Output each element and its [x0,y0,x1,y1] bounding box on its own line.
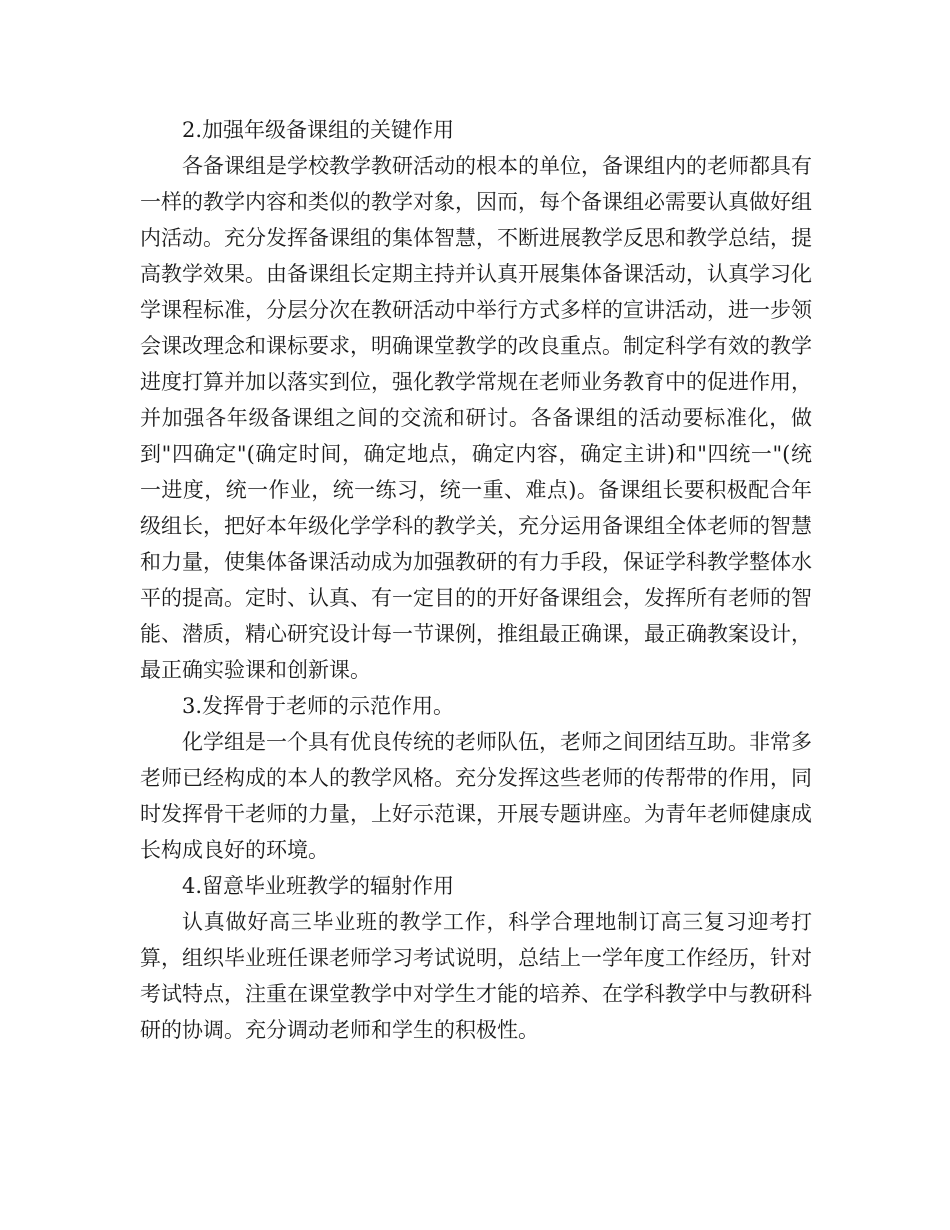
section-paragraph: 化学组是一个具有优良传统的老师队伍，老师之间团结互助。非常多老师已经构成的本人的教学风格。充分发挥这些老师的传帮带的作用，同时发挥骨干老师的力量，上好示范课，开展专题讲座。为青年老师健康成长构成良好的环境。 [140,730,812,862]
section-paragraph: 认真做好高三毕业班的教学工作，科学合理地制订高三复习迎考打算，组织毕业班任课老师学习考试说明，总结上一学年度工作经历，针对考试特点，注重在课堂教学中对学生才能的培养、在学科教学中与教研科研的协调。充分调动老师和学生的积极性。 [140,910,812,1042]
document-body [140,112,812,1048]
section-heading: 3.发挥骨于老师的示范作用。 [182,694,455,718]
section-heading: 4.留意毕业班教学的辐射作用 [182,874,455,898]
section-heading: 2.加强年级备课组的关键作用 [182,118,455,142]
section-paragraph: 各备课组是学校教学教研活动的根本的单位，备课组内的老师都具有一样的教学内容和类似的教学对象，因而，每个备课组必需要认真做好组内活动。充分发挥备课组的集体智慧，不断进展教学反思和教学总结，提高教学效果。由备课组长定期主持并认真开展集体备课活动，认真学习化学课程标准，分层分次在教研活动中举行方式多样的宣讲活动，进一步领会课改理念和课标要求，明确课堂教学的改良重点。制定科学有效的教学进度打算并加以落实到位，强化教学常规在老师业务教育中的促进作用，并加强各年级备课组之间的交流和研讨。各备课组的活动要标准化，做到"四确定"(确定时间，确定地点，确定内容，确定主讲)和"四统一"(统一进度，统一作业，统一练习，统一重、难点)。备课组长要积极配合年级组长，把好本年级化学学科的教学关，充分运用备课组全体老师的智慧和力量，使集体备课活动成为加强教研的有力手段，保证学科教学整体水平的提高。定时、认真、有一定目的的开好备课组会，发挥所有老师的智能、潜质，精心研究设计每一节课例，推组最正确课，最正确教案设计，最正确实验课和创新课。 [140,154,812,682]
